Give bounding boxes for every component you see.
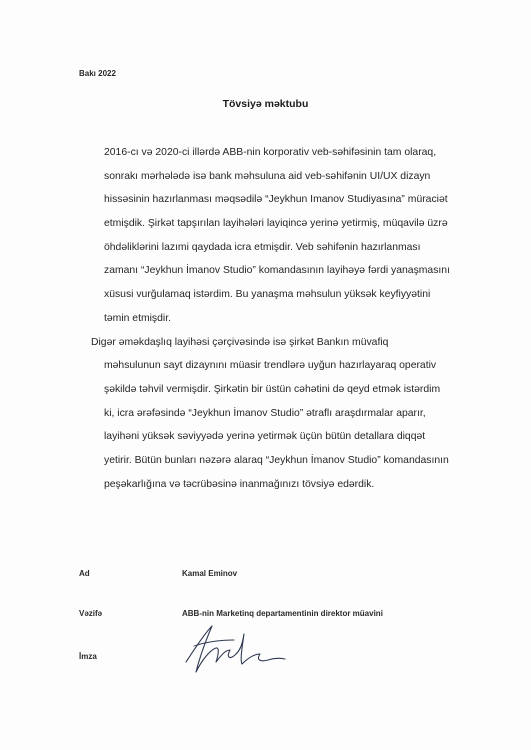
signature-label: İmza	[79, 652, 97, 661]
body-line: etmişdik. Şirkət tapşırılan layihələri layiqincə yerinə yetirmiş, müqavilə üzrə	[104, 218, 448, 230]
body-line: şəkildə təhvil vermişdir. Şirkətin bir üstün cəhətini də qeyd etmək istərdim	[104, 383, 441, 395]
name-value: Kamal Eminov	[182, 569, 238, 578]
body-line: Digər əməkdaşlıq layihəsi çərçivəsində isə şirkət Bankın müvafiq	[91, 336, 389, 348]
body-line: hissəsinin hazırlanması məqsədilə “Jeykhun Imanov Studiyasına” müraciət	[104, 194, 448, 206]
body-line: yetirir. Bütün bunları nəzərə alaraq “Jeykhun İmanov Studio” komandasının	[104, 454, 449, 466]
body-line: sonrakı mərhələdə isə bank məhsuluna aid veb-səhifənin UI/UX dizayn	[104, 170, 431, 182]
body-line: öhdəliklərini lazımi qaydada icra etmişdir. Veb səhifənin hazırlanması	[104, 241, 421, 253]
position-label: Vəzifə	[79, 609, 103, 618]
body-line: ki, icra ərəfəsində “Jeykhun İmanov Studio” ətraflı araşdırmalar aparır,	[104, 407, 426, 419]
handwritten-signature	[176, 620, 286, 680]
body-line: peşəkarlığına və təcrübəsinə inanmağınızı tövsiyə edərdik.	[104, 478, 375, 490]
letter-body	[91, 141, 464, 496]
place-date: Bakı 2022	[79, 69, 116, 78]
position-value: ABB-nin Marketinq departamentinin direktor müavini	[182, 609, 383, 618]
name-label: Ad	[79, 569, 90, 578]
body-line: zamanı “Jeykhun İmanov Studio” komandasının layihəyə fərdi yanaşmasını	[104, 265, 450, 277]
body-line: xüsusi vurğulamaq istərdim. Bu yanaşma məhsulun yüksək keyfiyyətini	[104, 289, 431, 301]
body-line: 2016-cı və 2020-ci illərdə ABB-nin korporativ veb-səhifəsinin tam olaraq,	[104, 147, 437, 158]
body-line: məhsulunun sayt dizaynını müasir trendlərə uyğun hazırlayaraq operativ	[104, 360, 437, 372]
body-line: layihəni yüksək səviyyədə yerinə yetirmək üçün bütün detallara diqqət	[104, 431, 426, 443]
body-line: təmin etmişdir.	[104, 312, 171, 324]
letter-title: Tövsiyə məktubu	[222, 98, 309, 110]
